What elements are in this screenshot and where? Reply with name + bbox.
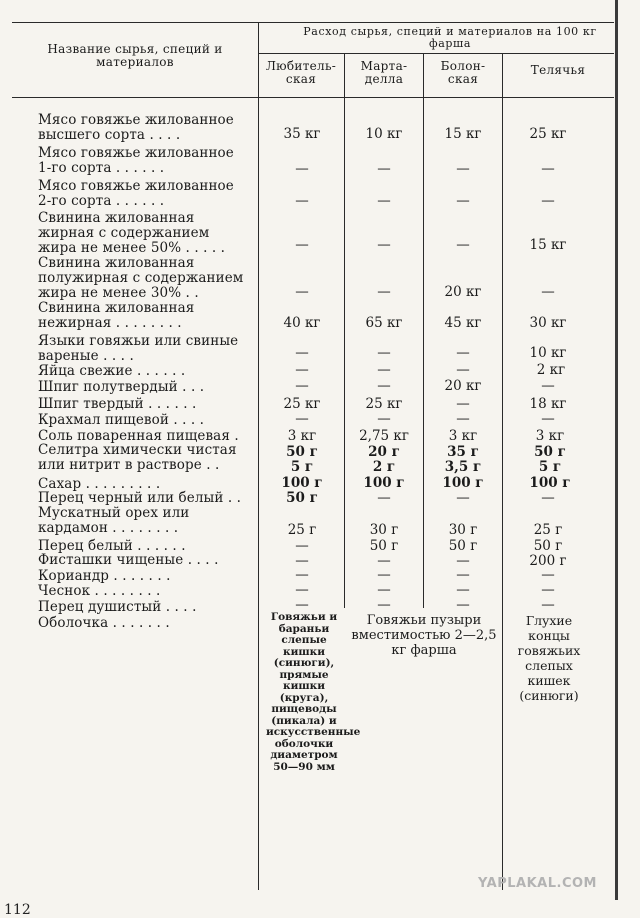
cell-value: — xyxy=(377,345,391,361)
casing-telyachya: Глухие концы говяжьих слепых кишек (синюги) xyxy=(517,613,581,703)
cell-value: — xyxy=(295,597,309,613)
cell-value: — xyxy=(377,582,391,598)
cell-value: 65 кг xyxy=(365,315,403,331)
cell-value: 25 кг xyxy=(365,396,403,412)
usage-header: Расход сырья, специй и материалов на 100 кг фарша xyxy=(303,25,597,50)
subheader-border xyxy=(258,53,614,54)
row-name: Фисташки чищеные . . . . xyxy=(38,552,219,568)
cell-value: — xyxy=(456,411,470,427)
column-header-telyachya: Телячья xyxy=(530,63,586,77)
cell-value: 35 кг xyxy=(283,126,321,142)
cell-value: — xyxy=(295,237,309,253)
cell-value: 100 г xyxy=(281,475,323,491)
cell-value: — xyxy=(377,378,391,394)
cell-value: 200 г xyxy=(529,553,567,569)
page-number: 112 xyxy=(4,902,31,918)
row-name: Свинина жилованная жирная с содержанием жира не менее 50% . . . . . xyxy=(38,210,226,256)
cell-value: 50 г xyxy=(286,490,318,506)
cell-value: 30 г xyxy=(369,522,399,538)
row-name: Мясо говяжье жилованное 1-го сорта . . . . . . xyxy=(38,145,234,176)
cell-value: — xyxy=(295,378,309,394)
cell-value: — xyxy=(456,553,470,569)
cell-value: 25 г xyxy=(287,522,317,538)
cell-value: 100 г xyxy=(529,475,571,491)
cell-value: 50 г xyxy=(448,538,478,554)
cell-value: 50 г xyxy=(533,538,563,554)
cell-value: — xyxy=(377,411,391,427)
cell-value: 10 кг xyxy=(529,345,567,361)
cell-value: 5 г xyxy=(290,459,314,475)
cell-value: — xyxy=(295,284,309,300)
watermark: YAPLAKAL.COM xyxy=(478,876,597,891)
col3-divider xyxy=(502,53,503,890)
row-name: Соль поваренная пищевая . xyxy=(38,428,239,444)
cell-value: 30 г xyxy=(448,522,478,538)
row-name: Яйца свежие . . . . . . xyxy=(38,363,186,379)
cell-value: — xyxy=(377,237,391,253)
cell-value: 50 г xyxy=(369,538,399,554)
row-name: Шпиг твердый . . . . . . xyxy=(38,396,197,412)
row-name: Перец черный или белый . . xyxy=(38,490,242,506)
cell-value: 40 кг xyxy=(283,315,321,331)
column-header-lyubitelskaya: Любитель-ская xyxy=(265,59,337,86)
row-name: Селитра химически чистая или нитрит в растворе . . xyxy=(38,442,237,473)
row-name: Чеснок . . . . . . . . xyxy=(38,583,161,599)
cell-value: 15 кг xyxy=(444,126,482,142)
column-header-mortadella: Марта-делла xyxy=(360,59,408,86)
cell-value: — xyxy=(295,582,309,598)
cell-value: — xyxy=(295,193,309,209)
cell-value: 25 кг xyxy=(283,396,321,412)
cell-value: — xyxy=(295,567,309,583)
row-name: Свинина жилованная нежирная . . . . . . . . xyxy=(38,300,195,331)
row-name: Оболочка . . . . . . . xyxy=(38,615,170,631)
cell-value: — xyxy=(295,362,309,378)
casing-lyubitelskaya: Говяжьи и бараньи слепые кишки (синюги), прямые кишки (круга), пищеводы (пикала) и искусственные оболочки диаметром 50—90 мм xyxy=(266,611,361,773)
cell-value: 2,75 кг xyxy=(359,428,409,444)
row-name: Мускатный орех или кардамон . . . . . . . . xyxy=(38,505,190,536)
cell-value: — xyxy=(456,161,470,177)
row-name: Свинина жилованная полужирная с содержанием жира не менее 30% . . xyxy=(38,255,244,301)
cell-value: 3 кг xyxy=(287,428,317,444)
cell-value: 2 г xyxy=(372,459,396,475)
row-name: Перец душистый . . . . xyxy=(38,599,197,615)
cell-value: — xyxy=(456,362,470,378)
cell-value: — xyxy=(541,582,555,598)
cell-value: 50 г xyxy=(534,444,566,460)
cell-value: 20 кг xyxy=(444,378,482,394)
cell-value: 35 г xyxy=(447,444,479,460)
cell-value: — xyxy=(377,193,391,209)
cell-value: — xyxy=(541,490,555,506)
cell-value: — xyxy=(541,411,555,427)
row-name: Перец белый . . . . . . xyxy=(38,538,186,554)
cell-value: — xyxy=(541,378,555,394)
cell-value: 100 г xyxy=(442,475,484,491)
row-name: Мясо говяжье жилованное 2-го сорта . . . . . . xyxy=(38,178,234,209)
cell-value: 25 кг xyxy=(529,126,567,142)
right-edge xyxy=(615,0,618,900)
name-column-divider xyxy=(258,22,259,890)
cell-value: — xyxy=(377,161,391,177)
casing-mortadella-bolonskaya: Говяжьи пузыри вместимостью 2—2,5 кг фарша xyxy=(351,613,497,658)
cell-value: — xyxy=(456,345,470,361)
cell-value: — xyxy=(456,582,470,598)
cell-value: — xyxy=(456,567,470,583)
column-header-bolonskaya: Болон-ская xyxy=(440,59,486,86)
cell-value: — xyxy=(377,284,391,300)
cell-value: — xyxy=(541,284,555,300)
cell-value: — xyxy=(456,193,470,209)
row-name: Языки говяжьи или свиные вареные . . . . xyxy=(38,333,239,364)
cell-value: 3 кг xyxy=(448,428,478,444)
cell-value: 2 кг xyxy=(536,362,566,378)
row-name: Шпиг полутвердый . . . xyxy=(38,379,205,395)
row-name: Сахар . . . . . . . . . xyxy=(38,476,161,492)
cell-value: — xyxy=(541,597,555,613)
cell-value: — xyxy=(377,490,391,506)
cell-value: 3 кг xyxy=(535,428,565,444)
cell-value: 45 кг xyxy=(444,315,482,331)
cell-value: 5 г xyxy=(538,459,562,475)
cell-value: 10 кг xyxy=(365,126,403,142)
table-top-border xyxy=(12,22,614,23)
cell-value: 100 г xyxy=(363,475,405,491)
cell-value: 20 г xyxy=(368,444,400,460)
cell-value: — xyxy=(295,161,309,177)
cell-value: 25 г xyxy=(533,522,563,538)
cell-value: 18 кг xyxy=(529,396,567,412)
cell-value: — xyxy=(541,161,555,177)
header-bottom-border xyxy=(12,97,614,98)
cell-value: 20 кг xyxy=(444,284,482,300)
cell-value: — xyxy=(456,597,470,613)
cell-value: — xyxy=(377,597,391,613)
cell-value: — xyxy=(295,553,309,569)
cell-value: — xyxy=(456,396,470,412)
cell-value: 30 кг xyxy=(529,315,567,331)
cell-value: — xyxy=(456,237,470,253)
name-column-header: Название сырья, специй и материалов xyxy=(47,42,223,69)
cell-value: 50 г xyxy=(286,444,318,460)
row-name: Кориандр . . . . . . . xyxy=(38,568,171,584)
row-name: Крахмал пищевой . . . . xyxy=(38,412,205,428)
cell-value: 15 кг xyxy=(529,237,567,253)
cell-value: — xyxy=(377,567,391,583)
cell-value: — xyxy=(295,345,309,361)
row-name: Мясо говяжье жилованное высшего сорта . . . . xyxy=(38,112,234,143)
cell-value: — xyxy=(541,193,555,209)
cell-value: 3,5 г xyxy=(444,459,482,475)
cell-value: — xyxy=(456,490,470,506)
cell-value: — xyxy=(377,553,391,569)
cell-value: — xyxy=(295,411,309,427)
cell-value: — xyxy=(377,362,391,378)
cell-value: — xyxy=(295,538,309,554)
cell-value: — xyxy=(541,567,555,583)
